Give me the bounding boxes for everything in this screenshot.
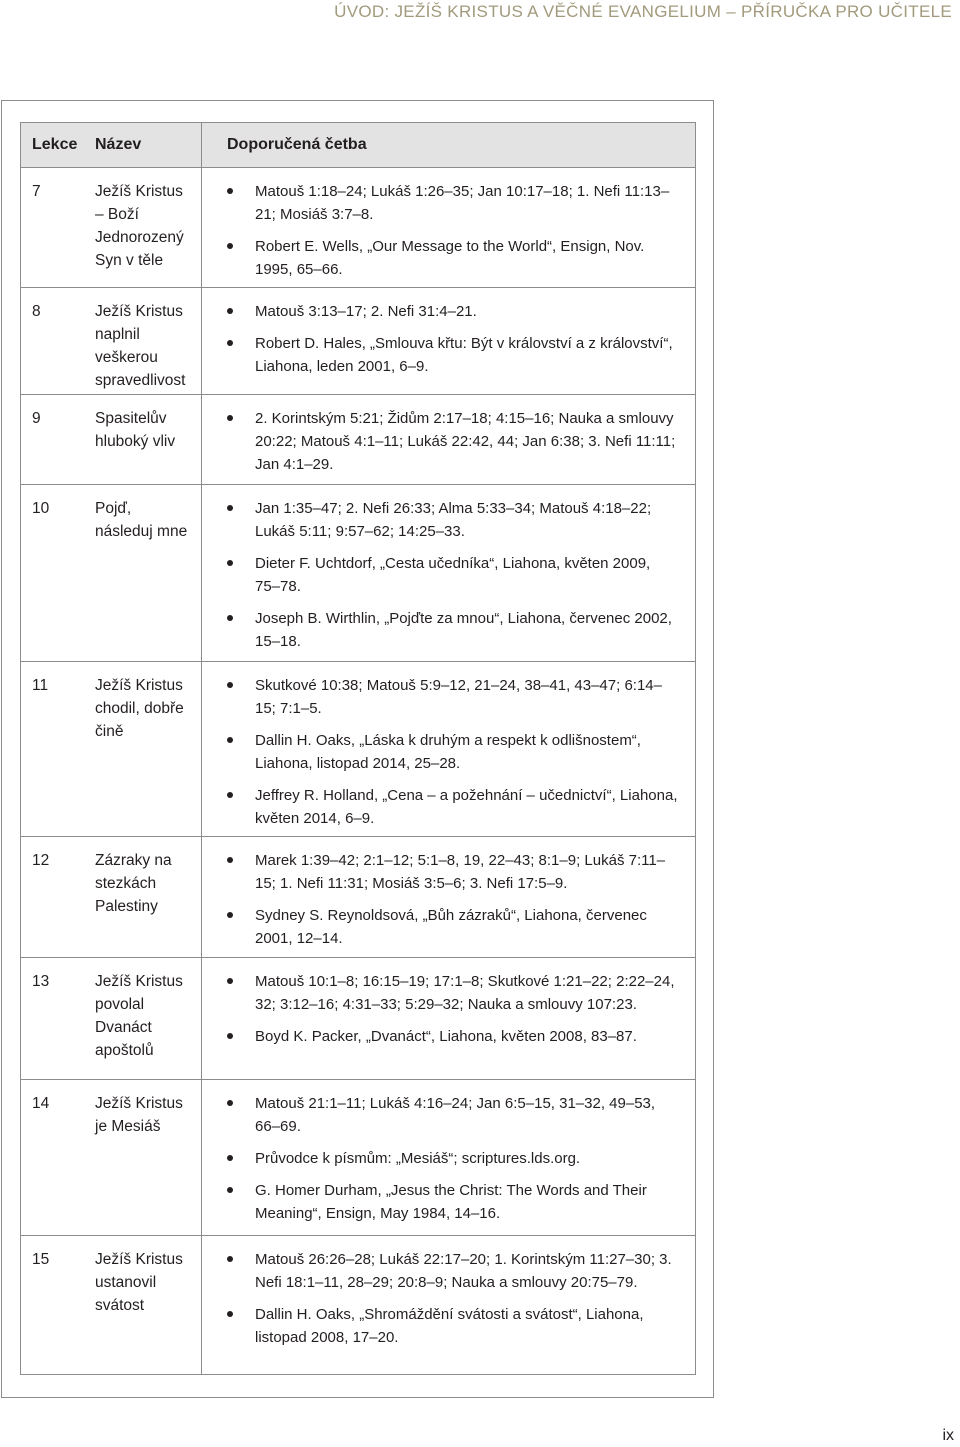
reading-item: Boyd K. Packer, „Dvanáct“, Liahona, květen 2008, 83–87.	[227, 1025, 679, 1048]
readings-list	[227, 970, 679, 1048]
reading-item: Marek 1:39–42; 2:1–12; 5:1–8, 19, 22–43; 8:1–9; Lukáš 7:11–15; 1. Nefi 11:31; Mosiáš 3:5–6; 3. Nefi 17:5–9.	[227, 849, 679, 895]
reading-item: Dieter F. Uchtdorf, „Cesta učedníka“, Liahona, květen 2009, 75–78.	[227, 552, 679, 598]
lesson-title-cell	[85, 958, 201, 1079]
lesson-title-cell	[85, 395, 201, 484]
lesson-title: Ježíš Kristus ustanovil svátost	[95, 1251, 183, 1314]
running-header: ÚVOD: JEŽÍŠ KRISTUS A VĚČNÉ EVANGELIUM – PŘÍRUČKA PRO UČITELE	[334, 2, 952, 21]
lesson-title: Ježíš Kristus chodil, dobře čině	[95, 677, 184, 740]
reading-item: Robert D. Hales, „Smlouva křtu: Být v království a z království“, Liahona, leden 2001, 6–9.	[227, 332, 679, 378]
readings-list	[227, 300, 679, 378]
reading-item: Matouš 3:13–17; 2. Nefi 31:4–21.	[227, 300, 679, 323]
table-body	[21, 168, 695, 1374]
readings-list	[227, 1248, 679, 1349]
readings-list	[227, 180, 679, 281]
readings-list	[227, 407, 679, 476]
lesson-number: 8	[32, 303, 41, 320]
reading-item: Dallin H. Oaks, „Shromáždění svátosti a svátost“, Liahona, listopad 2008, 17–20.	[227, 1303, 679, 1349]
lesson-title-cell	[85, 288, 201, 394]
lesson-title: Spasitelův hluboký vliv	[95, 410, 176, 450]
readings-list	[227, 849, 679, 950]
lesson-table	[20, 122, 696, 1375]
reading-item: Joseph B. Wirthlin, „Pojďte za mnou“, Liahona, červenec 2002, 15–18.	[227, 607, 679, 653]
table-row	[21, 1080, 695, 1236]
reading-item: Jeffrey R. Holland, „Cena – a požehnání – učednictví“, Liahona, květen 2014, 6–9.	[227, 784, 679, 830]
lesson-number: 11	[32, 677, 49, 694]
reading-item: Průvodce k písmům: „Mesiáš“; scriptures.lds.org.	[227, 1147, 679, 1170]
lesson-number: 12	[32, 852, 50, 869]
readings-list	[227, 497, 679, 653]
column-header-lesson: Lekce	[32, 136, 78, 153]
readings-list	[227, 1092, 679, 1225]
table-header	[21, 123, 695, 168]
reading-item: Matouš 21:1–11; Lukáš 4:16–24; Jan 6:5–15, 31–32, 49–53, 66–69.	[227, 1092, 679, 1138]
lesson-title: Ježíš Kristus naplnil veškerou spravedlivost	[95, 303, 186, 389]
readings-cell	[201, 168, 695, 287]
readings-cell	[201, 1236, 695, 1374]
reading-item: Matouš 1:18–24; Lukáš 1:26–35; Jan 10:17–18; 1. Nefi 11:13–21; Mosiáš 3:7–8.	[227, 180, 679, 226]
column-header-readings-label: Doporučená četba	[227, 136, 367, 153]
lesson-title: Pojď, následuj mne	[95, 500, 188, 540]
lesson-title: Zázraky na stezkách Palestiny	[95, 852, 172, 915]
table-row	[21, 662, 695, 837]
reading-item: 2. Korintským 5:21; Židům 2:17–18; 4:15–16; Nauka a smlouvy 20:22; Matouš 4:1–11; Lukáš 22:42, 44; Jan 6:38; 3. Nefi 11:11; Jan 4:1–29.	[227, 407, 679, 476]
reading-item: Jan 1:35–47; 2. Nefi 26:33; Alma 5:33–34; Matouš 4:18–22; Lukáš 5:11; 9:57–62; 14:25–33.	[227, 497, 679, 543]
readings-cell	[201, 662, 695, 836]
table-row	[21, 1236, 695, 1374]
reading-item: Dallin H. Oaks, „Láska k druhým a respekt k odlišnostem“, Liahona, listopad 2014, 25–28.	[227, 729, 679, 775]
reading-item: Sydney S. Reynoldsová, „Bůh zázraků“, Liahona, červenec 2001, 12–14.	[227, 904, 679, 950]
lesson-number: 7	[32, 183, 41, 200]
reading-item: Matouš 26:26–28; Lukáš 22:17–20; 1. Korintským 11:27–30; 3. Nefi 18:1–11, 28–29; 20:8–9; Nauka a smlouvy 20:75–79.	[227, 1248, 679, 1294]
lesson-number: 15	[32, 1251, 50, 1268]
page-number: ix	[942, 1427, 954, 1444]
column-header-title: Název	[95, 136, 142, 153]
lesson-title-cell	[85, 662, 201, 836]
lesson-title-cell	[85, 1236, 201, 1374]
lesson-title-cell	[85, 485, 201, 661]
readings-cell	[201, 395, 695, 484]
reading-item: Matouš 10:1–8; 16:15–19; 17:1–8; Skutkové 1:21–22; 2:22–24, 32; 3:12–16; 4:31–33; 5:29–32; Nauka a smlouvy 107:23.	[227, 970, 679, 1016]
table-row	[21, 168, 695, 288]
table-row	[21, 958, 695, 1080]
readings-cell	[201, 837, 695, 957]
lesson-title: Ježíš Kristus je Mesiáš	[95, 1095, 183, 1135]
lesson-number: 13	[32, 973, 50, 990]
lesson-title: Ježíš Kristus povolal Dvanáct apoštolů	[95, 973, 183, 1059]
readings-cell	[201, 1080, 695, 1235]
readings-list	[227, 674, 679, 830]
reading-item: G. Homer Durham, „Jesus the Christ: The Words and Their Meaning“, Ensign, May 1984, 14–16.	[227, 1179, 679, 1225]
lesson-number: 14	[32, 1095, 50, 1112]
lesson-number: 10	[32, 500, 50, 517]
table-row	[21, 837, 695, 958]
lesson-title: Ježíš Kristus – Boží Jednorozený Syn v těle	[95, 183, 184, 269]
lesson-title-cell	[85, 1080, 201, 1235]
readings-cell	[201, 485, 695, 661]
table-row	[21, 485, 695, 662]
reading-item: Skutkové 10:38; Matouš 5:9–12, 21–24, 38–41, 43–47; 6:14–15; 7:1–5.	[227, 674, 679, 720]
readings-cell	[201, 288, 695, 394]
reading-item: Robert E. Wells, „Our Message to the World“, Ensign, Nov. 1995, 65–66.	[227, 235, 679, 281]
table-row	[21, 395, 695, 485]
readings-cell	[201, 958, 695, 1079]
table-row	[21, 288, 695, 395]
column-header-readings	[201, 123, 695, 167]
lesson-title-cell	[85, 837, 201, 957]
lesson-number: 9	[32, 410, 41, 427]
lesson-title-cell	[85, 168, 201, 287]
